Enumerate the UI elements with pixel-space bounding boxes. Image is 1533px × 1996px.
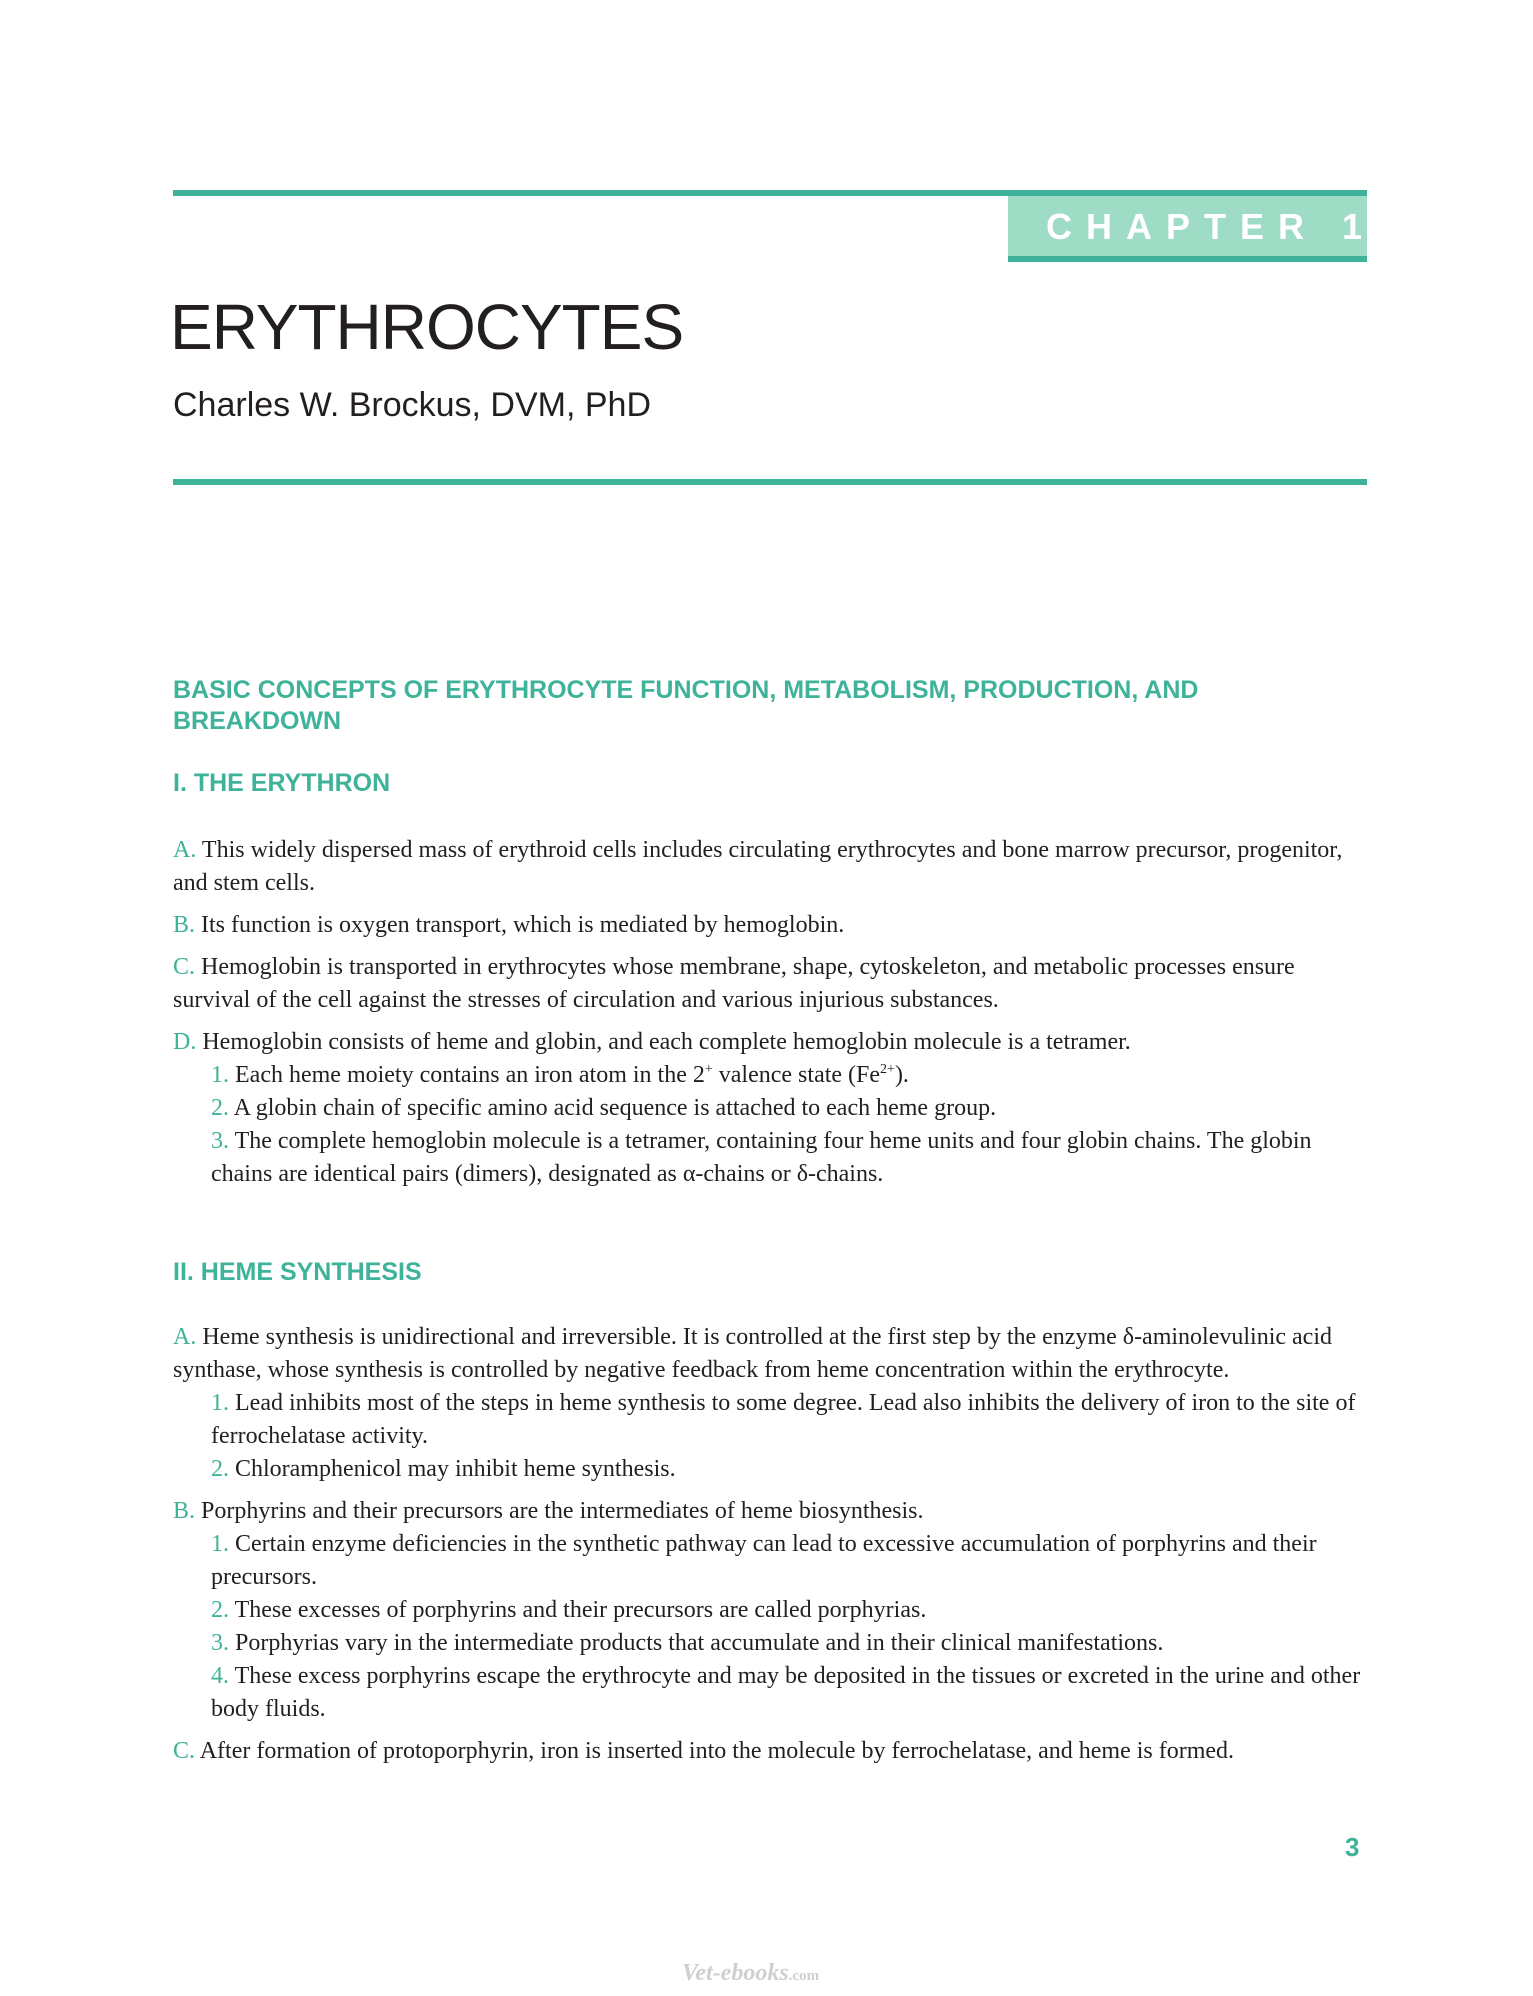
item-label: B. [173, 912, 196, 938]
sub-item [211, 1660, 1373, 1726]
list-item [173, 909, 1373, 942]
heme-list [173, 1321, 1373, 1777]
sub-item-text: valence state (Fe [712, 1062, 881, 1088]
item-main [173, 1495, 1373, 1528]
list-item [173, 1026, 1373, 1191]
superscript: + [704, 1062, 713, 1077]
sub-item-label: 2. [211, 1456, 229, 1482]
sub-item-label: 1. [211, 1062, 229, 1088]
sub-item [211, 1594, 1373, 1627]
watermark-domain: .com [788, 1968, 820, 1984]
sub-item [211, 1387, 1373, 1453]
page-number: 3 [1345, 1832, 1360, 1862]
sub-item [211, 1059, 1373, 1092]
list-item [173, 1321, 1373, 1486]
chapter-title: ERYTHROCYTES [170, 291, 684, 363]
item-label: A. [173, 1324, 197, 1350]
sub-item-label: 2. [211, 1095, 229, 1121]
sub-item-text: ). [894, 1062, 909, 1088]
sub-item [211, 1453, 1373, 1486]
sub-item [211, 1092, 1373, 1125]
sub-item-label: 3. [211, 1630, 229, 1656]
section-heading-erythron: I. THE ERYTHRON [173, 769, 391, 797]
item-label: C. [173, 954, 196, 980]
item-text: Porphyrins and their precursors are the intermediates of heme biosynthesis. [201, 1498, 924, 1524]
sub-item [211, 1528, 1373, 1594]
list-item [173, 1495, 1373, 1726]
item-text: Heme synthesis is unidirectional and irreversible. It is controlled at the first step by the enzyme δ-aminolevulinic acid synthase, whose synthesis is controlled by negative feedback from heme concentration within the erythrocyte. [173, 1324, 1332, 1383]
item-label: C. [173, 1738, 196, 1764]
sub-item-label: 4. [211, 1663, 229, 1689]
watermark-logo [682, 1960, 819, 1987]
chapter-author: Charles W. Brockus, DVM, PhD [173, 386, 652, 424]
watermark-name: Vet-ebooks [682, 1960, 789, 1986]
sub-item-text: These excesses of porphyrins and their precursors are called porphyrias. [234, 1597, 927, 1623]
section-heading-basic-concepts: BASIC CONCEPTS OF ERYTHROCYTE FUNCTION, METABOLISM, PRODUCTION, AND BREAKDOWN [173, 676, 1199, 735]
chapter-tab [1008, 196, 1377, 262]
item-text: Hemoglobin is transported in erythrocytes whose membrane, shape, cytoskeleton, and metabolic processes ensure survival of the cell against the stresses of circulation and various injurious substances. [173, 954, 1295, 1013]
sub-item-text: The complete hemoglobin molecule is a tetramer, containing four heme units and four globin chains. The globin chains are identical pairs (dimers), designated as α-chains or δ-chains. [211, 1128, 1312, 1187]
item-text: Hemoglobin consists of heme and globin, and each complete hemoglobin molecule is a tetramer. [202, 1029, 1131, 1055]
item-text: After formation of protoporphyrin, iron is inserted into the molecule by ferrochelatase, and heme is formed. [199, 1738, 1235, 1764]
sub-item-text: Certain enzyme deficiencies in the synthetic pathway can lead to excessive accumulation of porphyrins and their precursors. [211, 1531, 1317, 1590]
sub-item-text: Chloramphenicol may inhibit heme synthesis. [235, 1456, 676, 1482]
chapter-label: CHAPTER 1 [1046, 206, 1377, 247]
sub-item [211, 1125, 1373, 1191]
sub-item-text: Porphyrias vary in the intermediate products that accumulate and in their clinical manifestations. [235, 1630, 1164, 1656]
list-item [173, 951, 1373, 1017]
item-label: D. [173, 1029, 197, 1055]
item-text: Its function is oxygen transport, which is mediated by hemoglobin. [201, 912, 845, 938]
sub-item-text: A globin chain of specific amino acid sequence is attached to each heme group. [233, 1095, 997, 1121]
erythron-list [173, 834, 1373, 1200]
item-label: A. [173, 837, 197, 863]
sub-item-label: 1. [211, 1531, 229, 1557]
item-main [173, 1321, 1373, 1387]
sub-item-text: Lead inhibits most of the steps in heme synthesis to some degree. Lead also inhibits the delivery of iron to the site of ferrochelatase activity. [211, 1390, 1356, 1449]
section-heading-heme-synthesis: II. HEME SYNTHESIS [173, 1258, 422, 1286]
sub-item-label: 2. [211, 1597, 229, 1623]
sub-item-text: These excess porphyrins escape the erythrocyte and may be deposited in the tissues or excreted in the urine and other body fluids. [211, 1663, 1361, 1722]
item-main [173, 1026, 1373, 1059]
item-text: This widely dispersed mass of erythroid cells includes circulating erythrocytes and bone marrow precursor, progenitor, and stem cells. [173, 837, 1343, 896]
list-item [173, 1735, 1373, 1768]
bottom-rule [173, 479, 1367, 485]
sub-item-label: 3. [211, 1128, 229, 1154]
item-label: B. [173, 1498, 196, 1524]
sub-item-label: 1. [211, 1390, 229, 1416]
superscript: 2+ [880, 1062, 895, 1077]
sub-item-text: Each heme moiety contains an iron atom in the 2 [235, 1062, 705, 1088]
list-item [173, 834, 1373, 900]
sub-item [211, 1627, 1373, 1660]
